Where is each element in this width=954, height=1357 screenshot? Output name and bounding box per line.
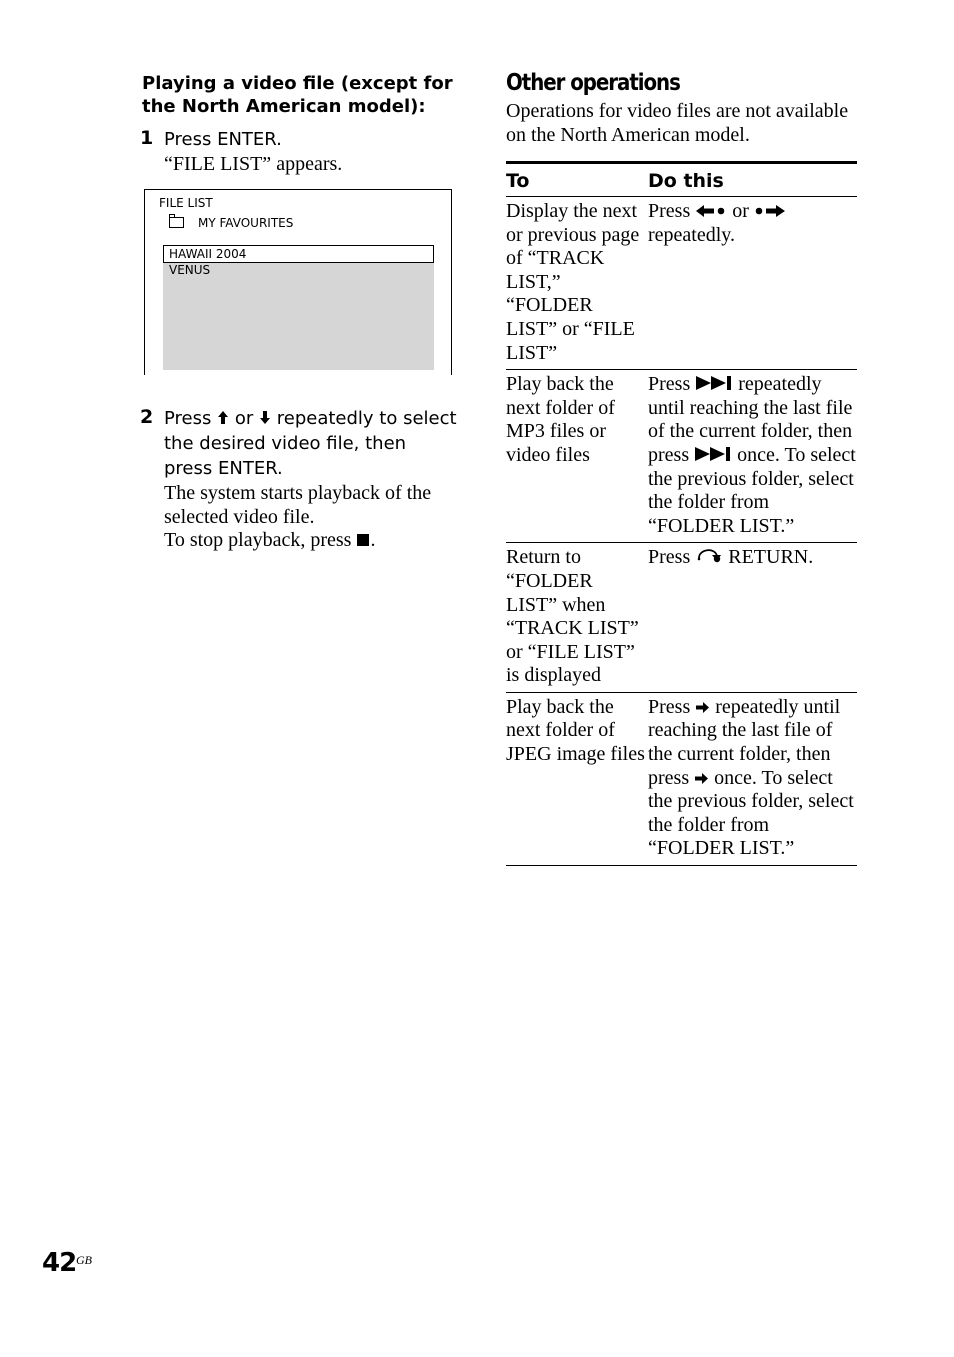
cell-do-this bbox=[648, 197, 857, 370]
file-list-screen bbox=[144, 189, 452, 375]
header-do-this: Do this bbox=[648, 163, 857, 197]
file-list bbox=[163, 245, 434, 370]
text: or bbox=[234, 408, 254, 429]
text: Press bbox=[648, 546, 691, 569]
text: once. To select the previous folder, select the folder from “FOLDER LIST.” bbox=[648, 443, 856, 537]
arrow-left-dot-icon bbox=[695, 204, 727, 218]
table-row bbox=[506, 543, 857, 693]
step-instruction bbox=[164, 406, 460, 481]
file-item-label: HAWAII 2004 bbox=[169, 247, 247, 261]
text: once. To select the previous folder, select the folder from “FOLDER LIST.” bbox=[648, 766, 854, 860]
step-result: The system starts playback of the selected video file. bbox=[164, 482, 432, 528]
dot-arrow-right-icon bbox=[754, 204, 786, 218]
table-row bbox=[506, 370, 857, 543]
text: repeatedly. bbox=[648, 223, 735, 246]
arrow-right-icon bbox=[694, 772, 709, 785]
page-number: 42 bbox=[42, 1248, 77, 1278]
text: Press bbox=[648, 200, 691, 222]
cell-to: Play back the next folder of MP3 files or video files bbox=[506, 370, 648, 543]
text: RETURN. bbox=[728, 546, 814, 569]
step-result: “FILE LIST” appears. bbox=[164, 153, 343, 175]
stop-icon bbox=[356, 533, 370, 547]
section-heading-other: Other operations bbox=[506, 70, 680, 96]
step-number: 2 bbox=[140, 406, 154, 428]
arrow-up-icon bbox=[217, 410, 229, 425]
return-icon bbox=[695, 546, 723, 564]
intro-text: Operations for video files are not available on the North American model. bbox=[506, 100, 849, 146]
folder-icon bbox=[169, 217, 184, 228]
operations-table bbox=[506, 161, 857, 866]
table-row bbox=[506, 197, 857, 370]
text: . bbox=[370, 529, 376, 551]
step-instruction: Press ENTER. bbox=[164, 129, 282, 150]
folder-label: MY FAVOURITES bbox=[198, 216, 294, 230]
text: repeatedly until reaching the last file of the current folder, then press bbox=[648, 373, 853, 466]
text: repeatedly to select the desired video file, then press ENTER. bbox=[164, 408, 457, 479]
step-2 bbox=[140, 406, 460, 553]
cell-to: Return to “FOLDER LIST” when “TRACK LIST” or “FILE LIST” is displayed bbox=[506, 543, 648, 693]
file-item: VENUS bbox=[169, 263, 211, 277]
text: Press bbox=[648, 695, 691, 718]
text: Press bbox=[648, 373, 691, 396]
cell-do-this bbox=[648, 543, 857, 693]
arrow-right-icon bbox=[695, 701, 710, 714]
step-number: 1 bbox=[140, 127, 154, 149]
text: or bbox=[732, 200, 749, 222]
screen-title: FILE LIST bbox=[159, 196, 213, 210]
table-row bbox=[506, 692, 857, 865]
step-1 bbox=[140, 127, 460, 177]
next-track-icon bbox=[695, 375, 733, 391]
header-to: To bbox=[506, 163, 648, 197]
text: repeatedly until reaching the last file of the current folder, then press bbox=[648, 695, 841, 789]
selected-file-item bbox=[163, 245, 434, 263]
step-result bbox=[164, 529, 460, 553]
text: To stop playback, press bbox=[164, 529, 352, 551]
cell-do-this bbox=[648, 692, 857, 865]
table-header-row bbox=[506, 163, 857, 197]
cell-to: Play back the next folder of JPEG image files bbox=[506, 692, 648, 865]
text: Press bbox=[164, 408, 212, 429]
cell-to: Display the next or previous page of “TRACK LIST,” “FOLDER LIST” or “FILE LIST” bbox=[506, 197, 648, 370]
region-code: GB bbox=[76, 1253, 92, 1267]
next-track-icon bbox=[694, 446, 732, 462]
cell-do-this bbox=[648, 370, 857, 543]
arrow-down-icon bbox=[259, 410, 271, 425]
section-heading-video: Playing a video file (except for the North American model): bbox=[142, 73, 453, 117]
